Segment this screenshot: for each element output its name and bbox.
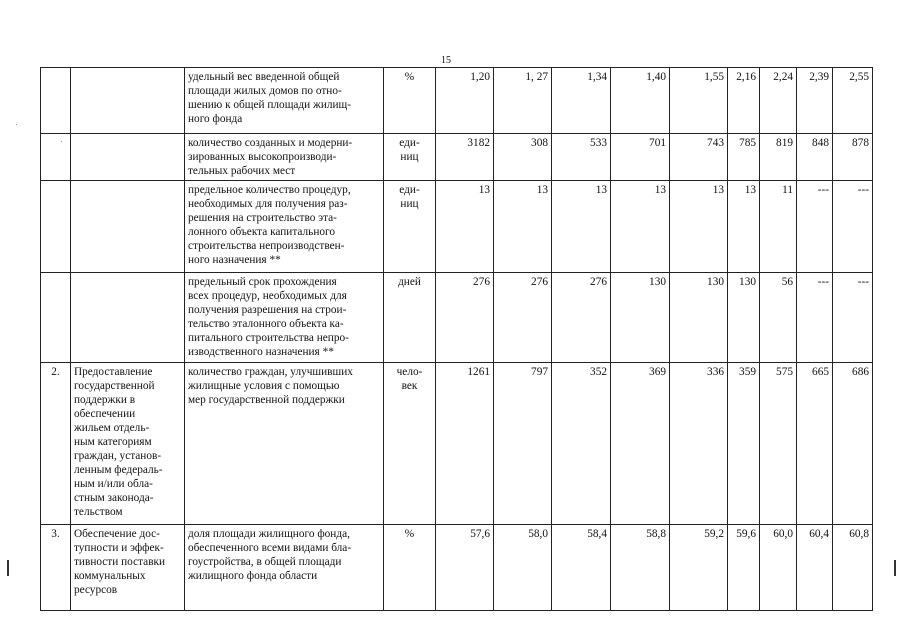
value-cell: 336 bbox=[670, 363, 728, 525]
indicator-name: удельный вес введенной общей площади жилых домов по отно- шению к общей площади жилищ- ного фонда bbox=[185, 68, 384, 134]
measure-name bbox=[71, 68, 185, 134]
unit-cell: % bbox=[384, 68, 436, 134]
unit-cell: еди- ниц bbox=[384, 134, 436, 181]
value-cell: --- bbox=[797, 273, 833, 363]
value-cell: 2,24 bbox=[760, 68, 797, 134]
value-cell: 13 bbox=[494, 181, 552, 273]
value-cell: 58,8 bbox=[611, 525, 670, 611]
value-cell: 1,40 bbox=[611, 68, 670, 134]
value-cell: 701 bbox=[611, 134, 670, 181]
value-cell: 308 bbox=[494, 134, 552, 181]
indicator-name: доля площади жилищного фонда, обеспеченного всеми видами бла- гоустройства, в общей площади жилищного фонда области bbox=[185, 525, 384, 611]
value-cell: 60,4 bbox=[797, 525, 833, 611]
table-row bbox=[41, 525, 873, 611]
measure-name: Предоставление государственной поддержки в обеспечении жильем отдель- ным категориям граждан, установ- ленным федераль- ным и/или обла- стным законода- тельством bbox=[71, 363, 185, 525]
table-row bbox=[41, 68, 873, 134]
right-scan-mark bbox=[894, 560, 896, 576]
value-cell: 58,4 bbox=[552, 525, 611, 611]
value-cell: 848 bbox=[797, 134, 833, 181]
row-number: 3. bbox=[41, 525, 71, 611]
value-cell: 1,20 bbox=[436, 68, 494, 134]
value-cell: 276 bbox=[552, 273, 611, 363]
value-cell: 13 bbox=[611, 181, 670, 273]
value-cell: 60,0 bbox=[760, 525, 797, 611]
page-number: 15 bbox=[441, 55, 451, 66]
value-cell: --- bbox=[797, 181, 833, 273]
indicator-name: предельный срок прохождения всех процедур, необходимых для получения разрешения на строи- тельство эталонного объекта ка- питального строительства непро- изводственного назначения ** bbox=[185, 273, 384, 363]
value-cell: 686 bbox=[833, 363, 873, 525]
value-cell: 130 bbox=[728, 273, 760, 363]
unit-cell: дней bbox=[384, 273, 436, 363]
row-number bbox=[41, 68, 71, 134]
value-cell: --- bbox=[833, 273, 873, 363]
value-cell: 785 bbox=[728, 134, 760, 181]
value-cell: 1261 bbox=[436, 363, 494, 525]
table-row bbox=[41, 181, 873, 273]
value-cell: 276 bbox=[494, 273, 552, 363]
value-cell: 665 bbox=[797, 363, 833, 525]
indicator-name: предельное количество процедур, необходимых для получения раз- решения на строительство эта- лонного объекта капитального строительства непроизводствен- ного назначения ** bbox=[185, 181, 384, 273]
value-cell: 130 bbox=[670, 273, 728, 363]
value-cell: 533 bbox=[552, 134, 611, 181]
value-cell: 3182 bbox=[436, 134, 494, 181]
value-cell: 58,0 bbox=[494, 525, 552, 611]
value-cell: 797 bbox=[494, 363, 552, 525]
scan-dot bbox=[16, 124, 17, 125]
value-cell: 11 bbox=[760, 181, 797, 273]
measure-name bbox=[71, 273, 185, 363]
measure-name bbox=[71, 181, 185, 273]
value-cell: 13 bbox=[670, 181, 728, 273]
value-cell: 59,6 bbox=[728, 525, 760, 611]
row-number bbox=[41, 181, 71, 273]
value-cell: 743 bbox=[670, 134, 728, 181]
measure-name: Обеспечение дос- тупности и эффек- тивности поставки коммунальных ресурсов bbox=[71, 525, 185, 611]
value-cell: 369 bbox=[611, 363, 670, 525]
indicators-table bbox=[40, 67, 873, 611]
table-row bbox=[41, 134, 873, 181]
value-cell: 130 bbox=[611, 273, 670, 363]
measure-name bbox=[71, 134, 185, 181]
unit-cell: чело- век bbox=[384, 363, 436, 525]
unit-cell: еди- ниц bbox=[384, 181, 436, 273]
value-cell: 1,55 bbox=[670, 68, 728, 134]
value-cell: 2,39 bbox=[797, 68, 833, 134]
table-body bbox=[41, 68, 873, 611]
value-cell: 60,8 bbox=[833, 525, 873, 611]
value-cell: 1, 27 bbox=[494, 68, 552, 134]
value-cell: 13 bbox=[728, 181, 760, 273]
value-cell: 878 bbox=[833, 134, 873, 181]
value-cell: 56 bbox=[760, 273, 797, 363]
value-cell: 819 bbox=[760, 134, 797, 181]
value-cell: 13 bbox=[436, 181, 494, 273]
value-cell: 352 bbox=[552, 363, 611, 525]
value-cell: 2,55 bbox=[833, 68, 873, 134]
value-cell: 575 bbox=[760, 363, 797, 525]
row-number: 2. bbox=[41, 363, 71, 525]
value-cell: --- bbox=[833, 181, 873, 273]
value-cell: 1,34 bbox=[552, 68, 611, 134]
value-cell: 359 bbox=[728, 363, 760, 525]
scan-dot bbox=[61, 141, 62, 142]
table-row bbox=[41, 363, 873, 525]
value-cell: 13 bbox=[552, 181, 611, 273]
row-number bbox=[41, 134, 71, 181]
unit-cell: % bbox=[384, 525, 436, 611]
row-number bbox=[41, 273, 71, 363]
indicator-name: количество созданных и модерни- зированных высокопроизводи- тельных рабочих мест bbox=[185, 134, 384, 181]
left-scan-mark bbox=[7, 560, 9, 576]
indicator-name: количество граждан, улучшивших жилищные условия с помощью мер государственной поддержки bbox=[185, 363, 384, 525]
table-row bbox=[41, 273, 873, 363]
value-cell: 2,16 bbox=[728, 68, 760, 134]
value-cell: 57,6 bbox=[436, 525, 494, 611]
value-cell: 276 bbox=[436, 273, 494, 363]
value-cell: 59,2 bbox=[670, 525, 728, 611]
